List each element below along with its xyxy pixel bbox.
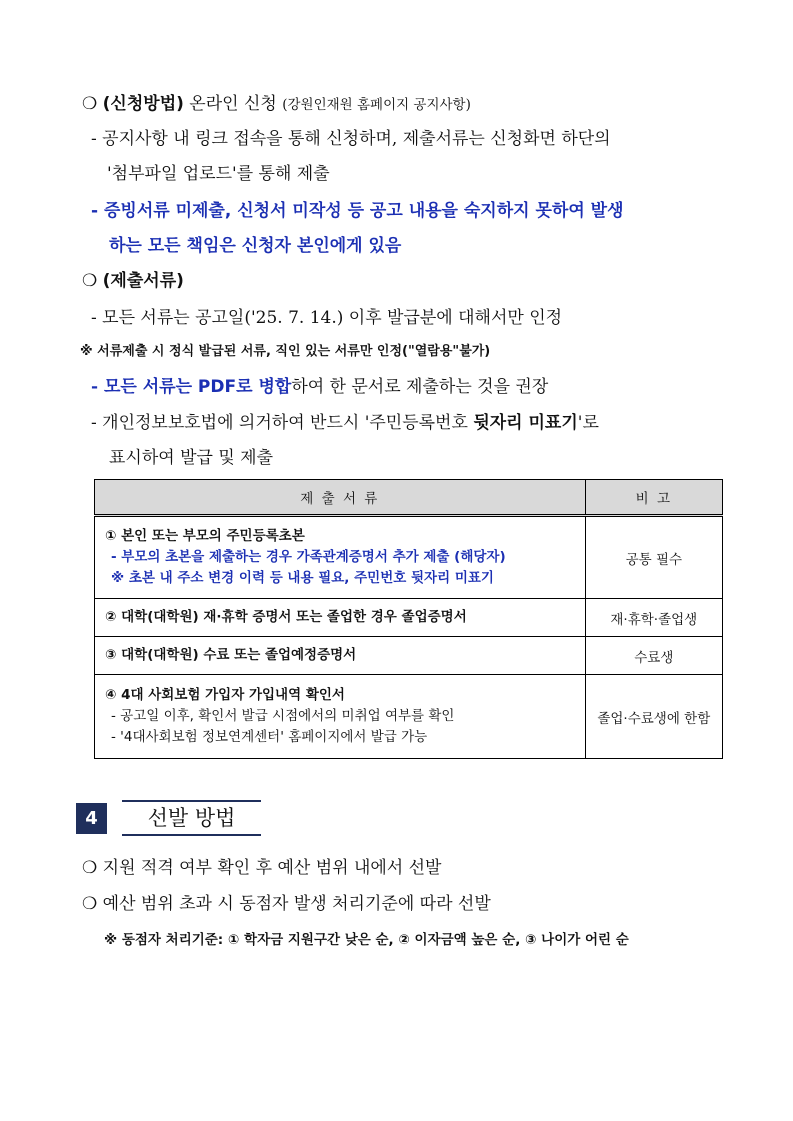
docs-label: (제출서류) <box>102 271 184 291</box>
doc-title: ④ 4대 사회보험 가입자 가입내역 확인서 <box>105 687 345 703</box>
docs-pdf-dash: - <box>91 377 104 397</box>
doc-title: ③ 대학(대학원) 수료 또는 졸업예정증명서 <box>105 647 357 663</box>
section-line-1: ❍ 지원 적격 여부 확인 후 예산 범위 내에서 선발 <box>82 858 442 878</box>
section-note: ※ 동점자 처리기준: ① 학자금 지원구간 낮은 순, ② 이자금액 높은 순, ③ 나이가 어린 순 <box>104 932 629 948</box>
apply-note: (강원인재원 홈페이지 공지사항) <box>282 97 471 113</box>
note-cell: 공통 필수 <box>585 516 722 599</box>
doc-cell <box>95 599 586 637</box>
doc-title: ① 본인 또는 부모의 주민등록초본 <box>105 528 305 544</box>
docs-line-1: - 모든 서류는 공고일('25. 7. 14.) 이후 발급분에 대해서만 인정 <box>91 308 563 328</box>
docs-pdf-line <box>91 372 548 397</box>
doc-cell <box>95 637 586 675</box>
header-remarks: 비 고 <box>585 480 722 516</box>
docs-privacy-bold: 뒷자리 미표기 <box>473 413 578 433</box>
section-number: 4 <box>76 803 107 834</box>
apply-method: 온라인 신청 <box>183 94 283 114</box>
doc-sub: ※ 초본 내 주소 변경 이력 등 내용 필요, 주민번호 뒷자리 미표기 <box>111 570 494 586</box>
apply-line-1: - 공지사항 내 링크 접속을 통해 신청하며, 제출서류는 신청화면 하단의 <box>91 129 611 149</box>
section-line-2: ❍ 예산 범위 초과 시 동점자 발생 처리기준에 따라 선발 <box>82 894 491 914</box>
documents-table <box>94 479 723 759</box>
docs-privacy-pre: - 개인정보보호법에 의거하여 반드시 '주민등록번호 <box>91 413 474 433</box>
doc-sub: - '4대사회보험 정보연계센터' 홈페이지에서 발급 가능 <box>111 729 428 745</box>
note-cell: 졸업·수료생에 한함 <box>585 675 722 759</box>
table-row <box>95 637 723 675</box>
doc-cell <box>95 675 586 759</box>
docs-privacy-line <box>91 408 599 433</box>
apply-warning-1: - 증빙서류 미제출, 신청서 미작성 등 공고 내용을 숙지하지 못하여 발생 <box>91 201 624 221</box>
table-row <box>95 599 723 637</box>
circle-bullet-icon: ❍ <box>82 271 98 291</box>
apply-line-2: '첨부파일 업로드'를 통해 제출 <box>107 164 330 184</box>
docs-pdf-bold: 모든 서류는 PDF로 병합 <box>103 377 292 397</box>
doc-cell <box>95 516 586 599</box>
doc-sub: - 부모의 초본을 제출하는 경우 가족관계증명서 추가 제출 (해당자) <box>111 549 506 565</box>
apply-label: (신청방법) <box>102 94 184 114</box>
circle-bullet-icon: ❍ <box>82 94 98 114</box>
doc-title: ② 대학(대학원) 재·휴학 증명서 또는 졸업한 경우 졸업증명서 <box>105 609 467 625</box>
docs-privacy-line-2: 표시하여 발급 및 제출 <box>109 448 274 468</box>
docs-pdf-rest: 하여 한 문서로 제출하는 것을 권장 <box>291 377 549 397</box>
docs-heading <box>82 266 184 291</box>
docs-privacy-post: '로 <box>577 413 599 433</box>
header-documents: 제 출 서 류 <box>95 480 586 516</box>
doc-sub: - 공고일 이후, 확인서 발급 시점에서의 미취업 여부를 확인 <box>111 708 455 724</box>
note-cell: 수료생 <box>585 637 722 675</box>
apply-warning-2: 하는 모든 책임은 신청자 본인에게 있음 <box>109 236 402 256</box>
note-cell: 재·휴학·졸업생 <box>585 599 722 637</box>
table-row <box>95 675 723 759</box>
table-row <box>95 516 723 599</box>
section-title: 선발 방법 <box>122 800 261 836</box>
table-header-row <box>95 480 723 516</box>
docs-notice: ※ 서류제출 시 정식 발급된 서류, 직인 있는 서류만 인정("열람용"불가) <box>80 344 491 359</box>
apply-heading <box>82 89 471 114</box>
